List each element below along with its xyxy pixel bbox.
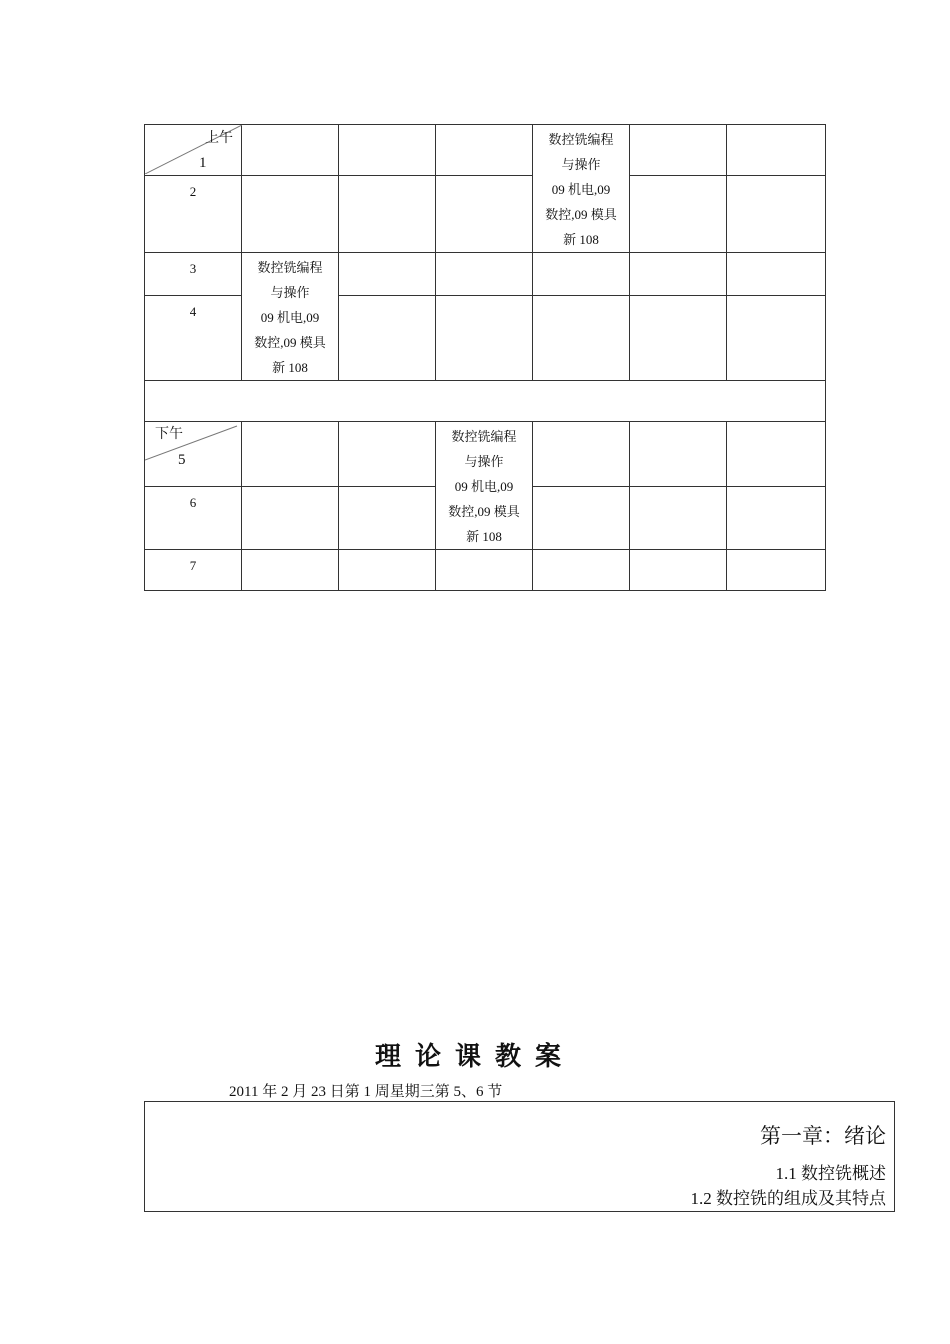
cell: [242, 550, 339, 591]
timetable-row-2: [145, 176, 826, 253]
cell: [436, 295, 533, 380]
cell: [242, 486, 339, 550]
lesson-date-line: 2011 年 2 月 23 日第 1 周星期三第 5、6 节: [229, 1084, 503, 1100]
period-number-3: 3: [145, 253, 242, 296]
cell: [630, 176, 727, 253]
cell: [727, 125, 826, 176]
cell: [339, 125, 436, 176]
course-classes-cont: 数控,09 模具: [448, 504, 520, 519]
period-number-2: 2: [145, 176, 242, 253]
course-name-cont: 与操作: [561, 157, 601, 172]
cell: [630, 422, 727, 487]
cell: [533, 550, 630, 591]
course-cell-thu-1-2: [533, 125, 630, 253]
cell: [242, 176, 339, 253]
cell: [339, 295, 436, 380]
timetable: [144, 124, 826, 591]
cell: [339, 422, 436, 487]
cell: [727, 176, 826, 253]
timetable-row-3: [145, 253, 826, 296]
course-name: 数控铣编程: [257, 260, 323, 275]
cell: [339, 550, 436, 591]
cell: [533, 295, 630, 380]
cell: [630, 486, 727, 550]
lunch-break-row: [145, 381, 826, 422]
afternoon-label: 下午: [155, 427, 183, 442]
cell: [630, 295, 727, 380]
cell: [339, 486, 436, 550]
cell: [533, 253, 630, 296]
morning-period-1-header: [145, 125, 242, 176]
course-classes: 09 机电,09: [551, 182, 611, 197]
course-name: 数控铣编程: [451, 429, 517, 444]
timetable-row-1: [145, 125, 826, 176]
lunch-break-cell: [145, 381, 826, 422]
timetable-row-5: [145, 422, 826, 487]
period-number-5: 5: [178, 452, 186, 468]
period-number-1: 1: [199, 155, 207, 171]
cell: [242, 422, 339, 487]
cell: [727, 550, 826, 591]
period-number-4: 4: [145, 295, 242, 380]
cell: [630, 125, 727, 176]
cell: [533, 422, 630, 487]
cell: [436, 125, 533, 176]
course-name-cont: 与操作: [270, 285, 310, 300]
course-cell-wed-5-6: [436, 422, 533, 550]
course-name-cont: 与操作: [464, 454, 504, 469]
course-classes: 09 机电,09: [454, 479, 514, 494]
cell: [436, 550, 533, 591]
cell: [727, 486, 826, 550]
course-room: 新 108: [466, 529, 502, 544]
cell: [630, 550, 727, 591]
cell: [630, 253, 727, 296]
course-room: 新 108: [563, 232, 599, 247]
course-classes-cont: 数控,09 模具: [545, 207, 617, 222]
course-room: 新 108: [272, 360, 308, 375]
period-number-7: 7: [145, 550, 242, 591]
afternoon-period-5-header: [145, 422, 242, 487]
timetable-row-7: [145, 550, 826, 591]
cell: [727, 422, 826, 487]
cell: [436, 253, 533, 296]
topic-box: [144, 1101, 895, 1212]
cell: [436, 176, 533, 253]
period-number-6: 6: [145, 486, 242, 550]
cell: [727, 295, 826, 380]
course-classes: 09 机电,09: [260, 310, 320, 325]
topic-item: 1.2 数控铣的组成及其特点: [690, 1189, 886, 1208]
chapter-heading: 第一章：绪论: [760, 1124, 886, 1148]
course-name: 数控铣编程: [548, 132, 614, 147]
cell: [339, 253, 436, 296]
course-cell-mon-3-4: [242, 253, 339, 381]
course-classes-cont: 数控,09 模具: [254, 335, 326, 350]
cell: [727, 253, 826, 296]
topic-item: 1.1 数控铣概述: [775, 1164, 886, 1183]
cell: [242, 125, 339, 176]
cell: [339, 176, 436, 253]
morning-label: 上午: [205, 131, 233, 146]
cell: [533, 486, 630, 550]
lesson-plan-title: 理论课教案: [374, 1042, 575, 1072]
